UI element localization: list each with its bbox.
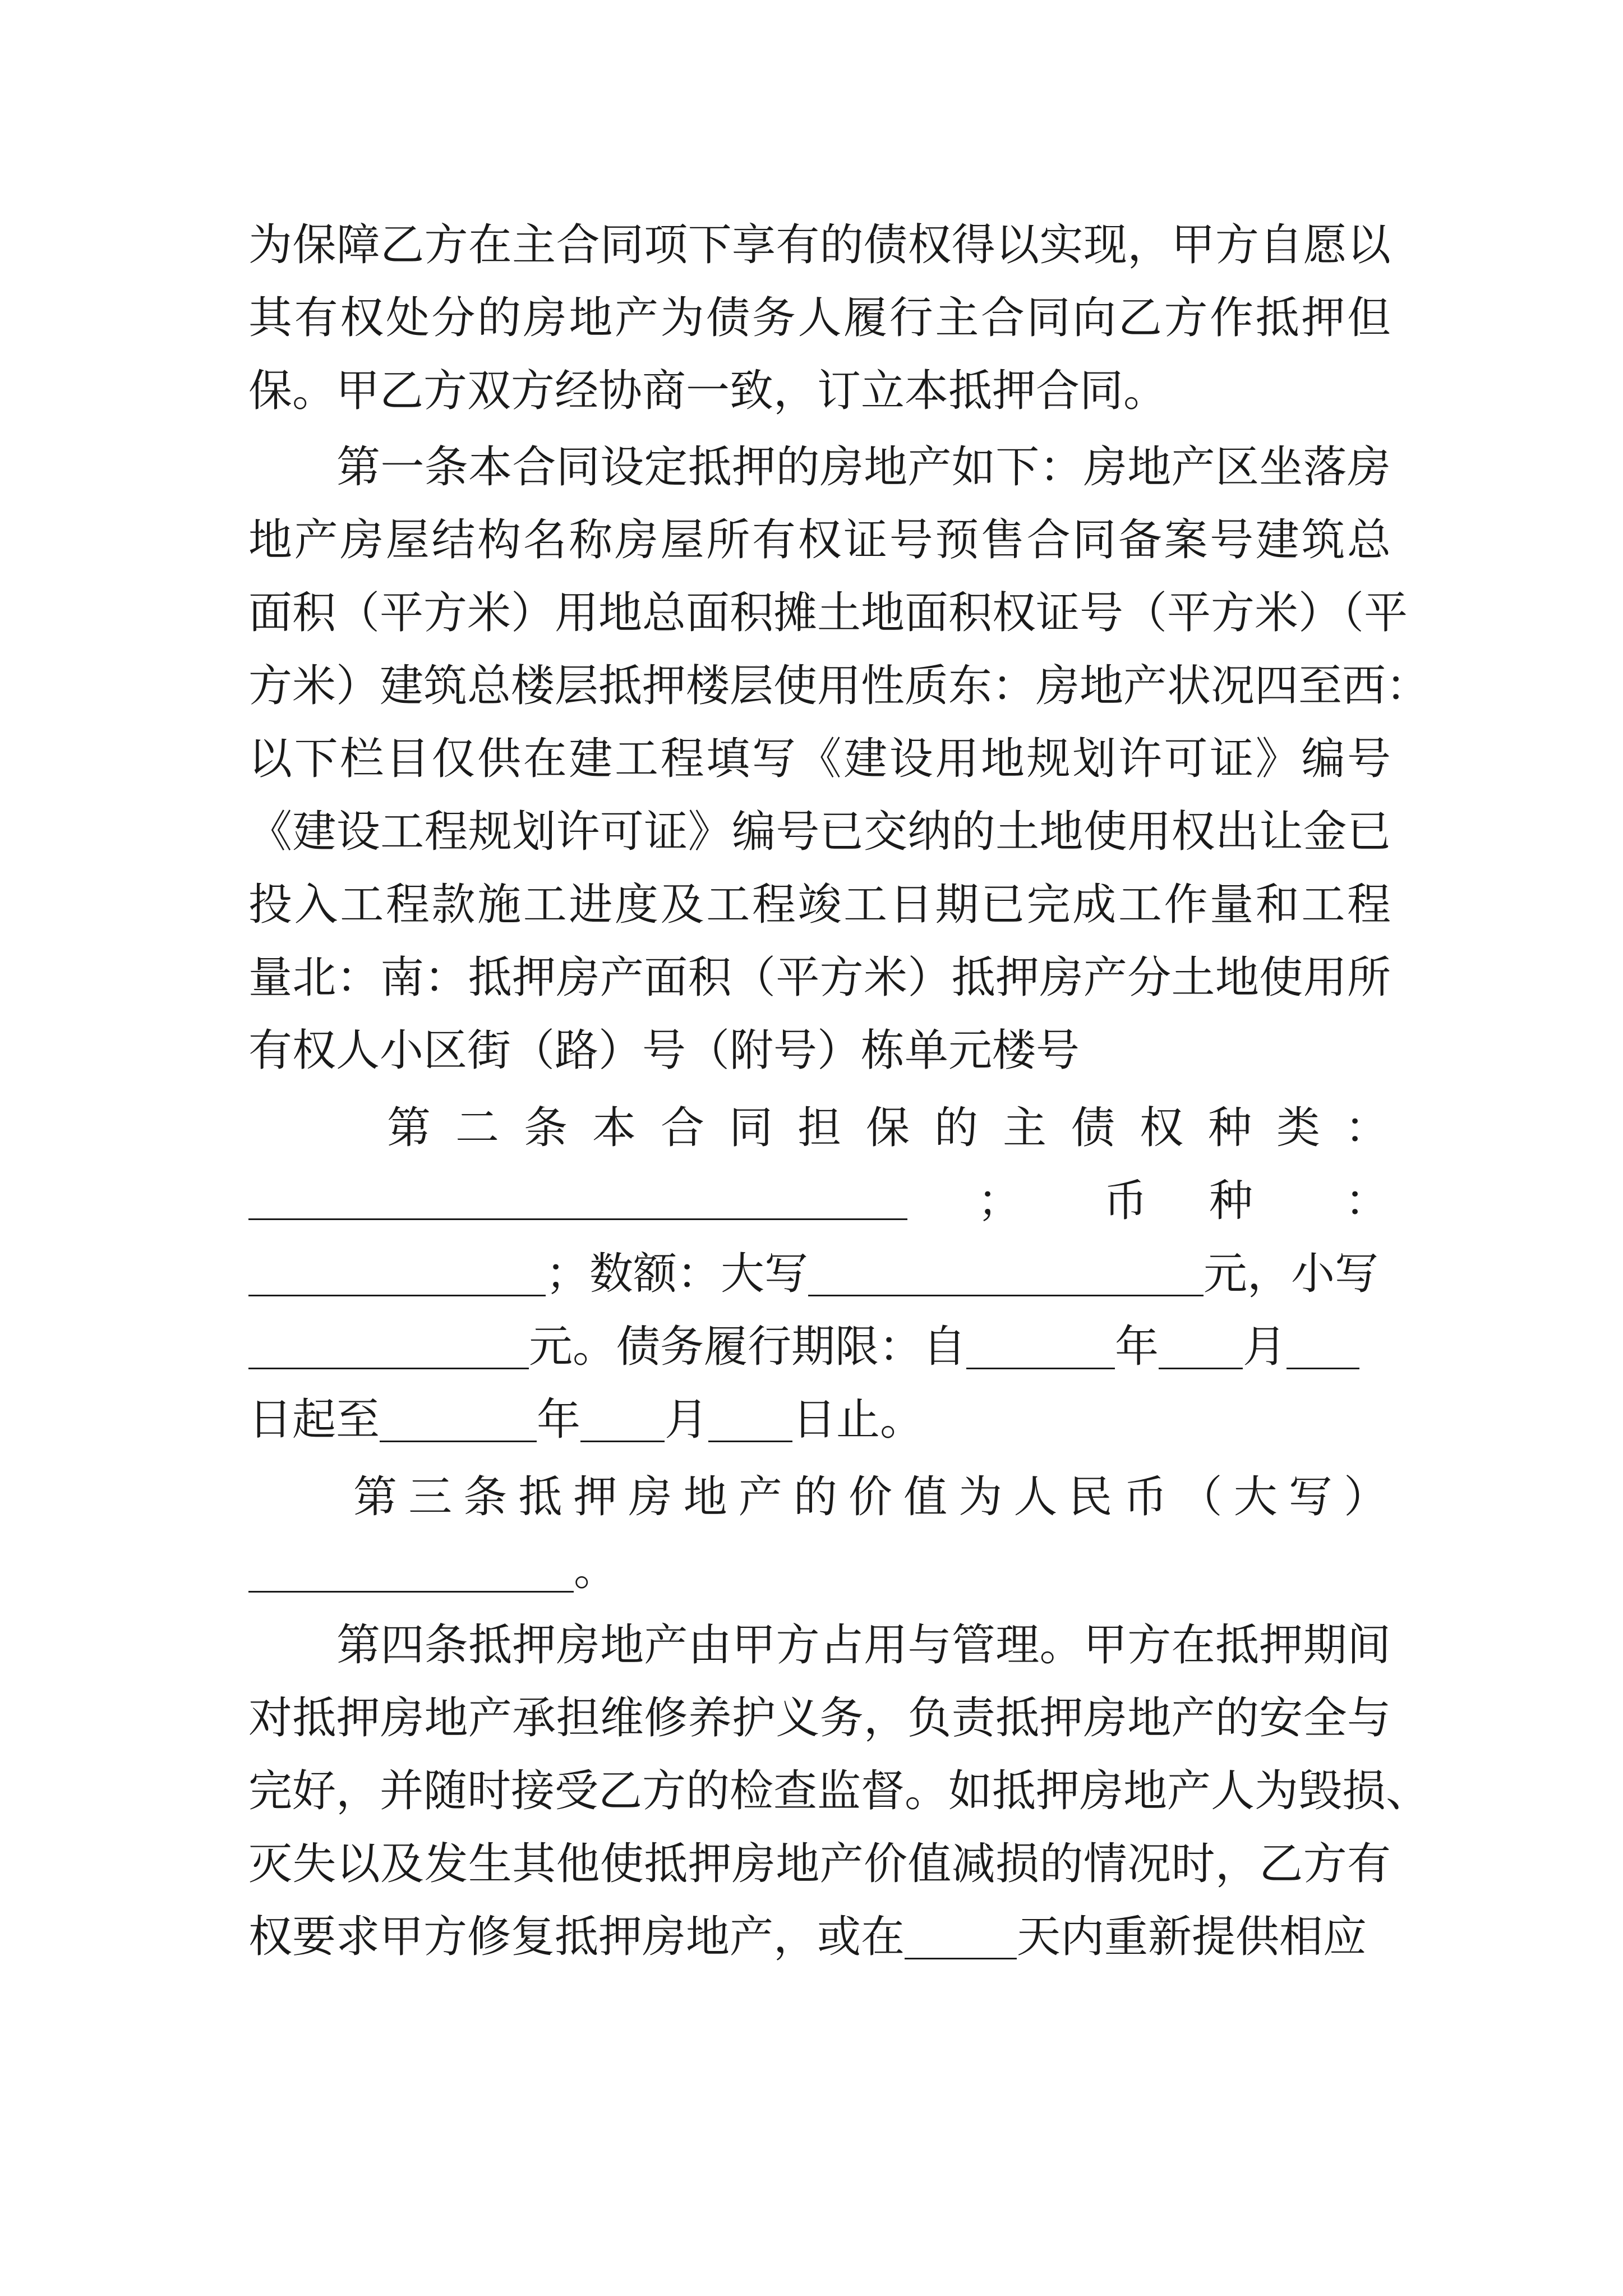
blank-field[interactable] [380,1399,537,1442]
semicolon: ； [978,1176,1022,1226]
text-line: 《建设工程规划许可证》编号已交纳的土地使用权出让金已 [248,807,1391,857]
article-2-line-2 [248,1165,1391,1237]
article-4-last-line [248,1901,1391,1973]
month-label: 月 [1243,1322,1287,1372]
period: 。 [574,1545,618,1595]
text-segment: 天内重新提供相应 [1017,1912,1367,1962]
colon: ： [1345,1176,1389,1226]
blank-field[interactable] [808,1253,1204,1296]
amount-small-label: 元，小写 [1204,1249,1379,1299]
text-line: 为保障乙方在主合同项下享有的债权得以实现，甲方自愿以 [248,220,1391,270]
text-line: 面积（平方米）用地总面积摊土地面积权证号（平方米）（平 [248,588,1408,638]
article-2-line-4 [248,1310,1391,1383]
text-segment: 权要求甲方修复抵押房地产，或在 [248,1912,905,1962]
text-line: 以下栏目仅供在建工程填写《建设用地规划许可证》编号 [248,734,1391,784]
article-2-heading: 第二条本合同担保的主债权种类： [387,1103,1391,1153]
blank-field[interactable] [248,1326,529,1369]
article-1-heading: 第一条本合同设定抵押的房地产如下：房地产区坐落房 [336,442,1391,493]
article-2-line-3 [248,1237,1391,1310]
blank-field[interactable] [1159,1326,1243,1369]
article-3-line-2 [248,1534,1391,1607]
article-3-heading: 第三条抵押房地产的价值为人民币（大写） [353,1472,1391,1522]
blank-field[interactable] [1287,1326,1359,1369]
blank-field[interactable] [966,1326,1115,1369]
amount-label: ；数额：大写 [546,1249,809,1299]
year-label: 年 [1115,1322,1159,1372]
blank-field[interactable] [248,1253,546,1296]
article-4-heading: 第四条抵押房地产由甲方占用与管理。甲方在抵押期间 [336,1620,1391,1671]
text-line: 对抵押房地产承担维修养护义务，负责抵押房地产的安全与 [248,1693,1391,1743]
text-line: 其有权处分的房地产为债务人履行主合同向乙方作抵押但 [248,293,1391,343]
day-to-label: 日止。 [792,1395,924,1445]
article-2-line-5 [248,1383,1391,1456]
text-line: 完好，并随时接受乙方的检查监督。如抵押房地产人为毁损、 [248,1766,1430,1816]
blank-field[interactable] [248,1549,574,1593]
blank-field[interactable] [580,1399,665,1442]
currency-label: 币种 [1104,1176,1315,1226]
text-line: 灭失以及发生其他使抵押房地产价值减损的情况时，乙方有 [248,1839,1391,1889]
year-label: 年 [537,1395,581,1445]
month-label: 月 [665,1395,709,1445]
day-from-label: 日起至 [248,1395,380,1445]
text-line: 量北：南：抵押房产面积（平方米）抵押房产分土地使用所 [248,953,1391,1003]
blank-field[interactable] [708,1399,792,1442]
text-line: 方米）建筑总楼层抵押楼层使用性质东：房地产状况四至西： [248,661,1430,711]
text-line: 有权人小区街（路）号（附号）栋单元楼号 [248,1025,1080,1076]
term-label: 元。债务履行期限：自 [529,1322,967,1372]
text-line: 保。甲乙方双方经协商一致，订立本抵押合同。 [248,366,1168,416]
text-line: 投入工程款施工进度及工程竣工日期已完成工作量和工程 [248,880,1391,930]
text-line: 地产房屋结构名称房屋所有权证号预售合同备案号建筑总 [248,515,1391,565]
blank-field[interactable] [248,1177,907,1220]
blank-field[interactable] [905,1916,1017,1959]
